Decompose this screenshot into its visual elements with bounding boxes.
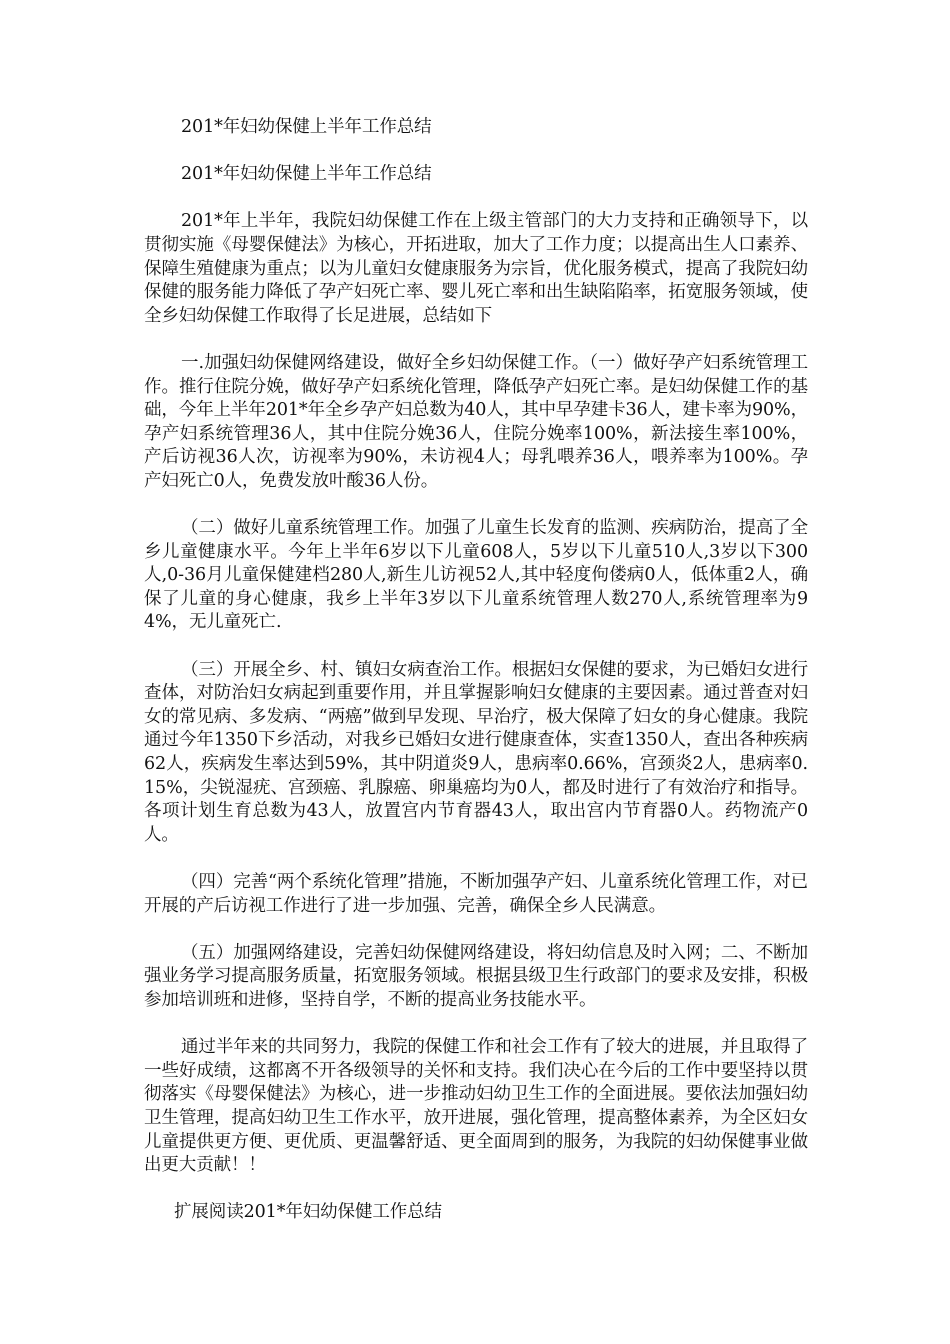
paragraph-conclusion: 通过半年来的共同努力，我院的保健工作和社会工作有了较大的进展，并且取得了一些好成绩，这都离不开各级领导的关怀和支持。我们决心在今后的工作中要坚持以贯彻落实《母婴保健法》为核心，进一步推动妇幼卫生工作的全面进展。要依法加强妇幼卫生管理，提高妇幼卫生工作水平，放开进展，强化管理，提高整体素养，为全区妇女儿童提供更方便、更优质、更温馨舒适、更全面周到的服务，为我院的妇幼保健事业做出更大贡献！！ (144, 1037, 808, 1176)
paragraph-maternal-management: 一.加强妇幼保健网络建设，做好全乡妇幼保健工作。（一）做好孕产妇系统管理工作。推行住院分娩，做好孕产妇系统化管理，降低孕产妇死亡率。是妇幼保健工作的基础，今年上半年201*年全乡孕产妇总数为40人，其中早孕建卡36人，建卡率为90%，孕产妇系统管理36人，其中住院分娩36人，住院分娩率100%，新法接生率100%，产后访视36人次，访视率为90%，未访视4人；母乳喂养36人，喂养率为100%。孕产妇死亡0人，免费发放叶酸36人份。 (144, 352, 808, 491)
extended-reading-link[interactable]: 扩展阅读201*年妇幼保健工作总结 (174, 1202, 442, 1223)
paragraph-two-systems: （四）完善“两个系统化管理”措施，不断加强孕产妇、儿童系统化管理工作，对已开展的产后访视工作进行了进一步加强、完善，确保全乡人民满意。 (144, 872, 808, 916)
document-body (144, 116, 808, 1225)
paragraph-network-building: （五）加强网络建设，完善妇幼保健网络建设，将妇幼信息及时入网；二、不断加强业务学习提高服务质量，拓宽服务领域。根据县级卫生行政部门的要求及安排，积极参加培训班和进修，坚持自学，不断的提高业务技能水平。 (144, 942, 808, 1010)
document-title: 201*年妇幼保健上半年工作总结 (181, 117, 432, 137)
document-subtitle: 201*年妇幼保健上半年工作总结 (181, 164, 432, 185)
paragraph-women-disease-screening: （三）开展全乡、村、镇妇女病查治工作。根据妇女保健的要求，为已婚妇女进行查体，对防治妇女病起到重要作用，并且掌握影响妇女健康的主要因素。通过普查对妇女的常见病、多发病、“两癌”做到早发现、早治疗，极大保障了妇女的身心健康。我院通过今年1350下乡活动，对我乡已婚妇女进行健康查体，实查1350人，查出各种疾病62人，疾病发生率达到59%，其中阴道炎9人，患病率0.66%，宫颈炎2人，患病率0.15%，尖锐湿疣、宫颈癌、乳腺癌、卵巢癌均为0人，都及时进行了有效治疗和指导。各项计划生育总数为43人，放置宫内节育器43人，取出宫内节育器0人。药物流产0人。 (144, 659, 808, 845)
paragraph-child-management: （二）做好儿童系统管理工作。加强了儿童生长发育的监测、疾病防治，提高了全乡儿童健康水平。今年上半年6岁以下儿童608人，5岁以下儿童510人,3岁以下300人,0-36月儿童保健建档280人,新生儿访视52人,其中轻度佝偻病0人，低体重2人，确保了儿童的身心健康，我乡上半年3岁以下儿童系统管理人数270人,系统管理率为94%，无儿童死亡. (144, 518, 808, 633)
paragraph-intro: 201*年上半年，我院妇幼保健工作在上级主管部门的大力支持和正确领导下，以贯彻实施《母婴保健法》为核心，开拓进取，加大了工作力度；以提高出生人口素养、保障生殖健康为重点；以为儿童妇女健康服务为宗旨，优化服务模式，提高了我院妇幼保健的服务能力降低了孕产妇死亡率、婴儿死亡率和出生缺陷陷率，拓宽服务领域，使全乡妇幼保健工作取得了长足进展，总结如下 (144, 211, 808, 326)
